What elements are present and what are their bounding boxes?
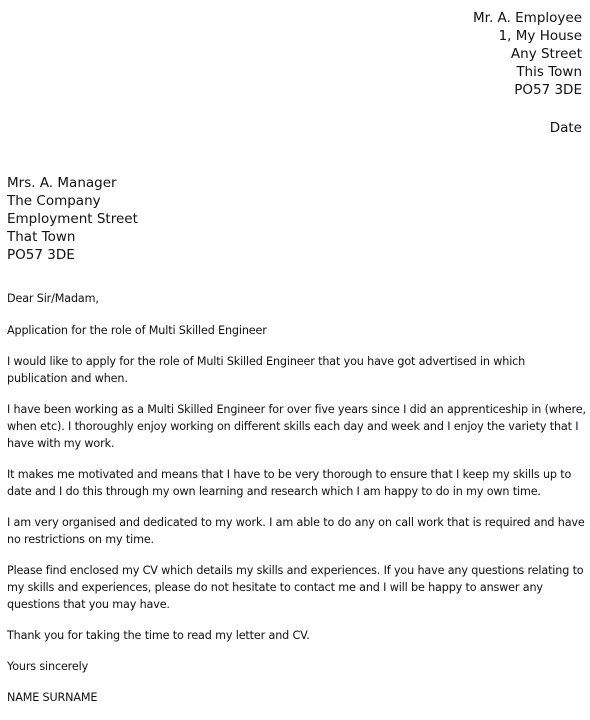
sender-address (473, 9, 582, 99)
sender-name: Mr. A. Employee (473, 10, 582, 26)
recipient-address (7, 174, 138, 264)
recipient-company: The Company (7, 193, 101, 209)
recipient-postcode: PO57 3DE (7, 247, 75, 263)
letter-subject: Application for the role of Multi Skilled Engineer (7, 324, 267, 337)
letter-date: Date (549, 120, 582, 136)
letter-signature: NAME SURNAME (7, 691, 98, 704)
sender-street: Any Street (510, 46, 582, 62)
letter-body (7, 290, 587, 720)
letter-paragraph: Please find enclosed my CV which details my skills and experiences. If you have any questions relating to my skills and experiences, please do not hesitate to contact me and I will be happy to answer any questions that you may have. (7, 564, 584, 611)
sender-postcode: PO57 3DE (514, 82, 582, 98)
letter-greeting: Dear Sir/Madam, (7, 292, 99, 305)
recipient-name: Mrs. A. Manager (7, 175, 117, 191)
recipient-town: That Town (7, 229, 76, 245)
letter-paragraph: I would like to apply for the role of Multi Skilled Engineer that you have got advertised in which publication and when. (7, 355, 526, 385)
letter-paragraph: It makes me motivated and means that I have to be very thorough to ensure that I keep my skills up to date and I do this through my own learning and research which I am happy to do in my own time. (7, 468, 572, 498)
letter-closing: Yours sincerely (7, 660, 89, 673)
letter-paragraph: I have been working as a Multi Skilled Engineer for over five years since I did an apprenticeship in (where, when etc). I thoroughly enjoy working on different skills each day and week and I enjoy the variety that I have with my work. (7, 403, 586, 450)
sender-house: 1, My House (498, 28, 582, 44)
letter-paragraph: Thank you for taking the time to read my letter and CV. (7, 629, 310, 642)
sender-town: This Town (516, 64, 582, 80)
letter-paragraph: I am very organised and dedicated to my work. I am able to do any on call work that is required and have no restrictions on my time. (7, 516, 585, 546)
recipient-street: Employment Street (7, 211, 138, 227)
